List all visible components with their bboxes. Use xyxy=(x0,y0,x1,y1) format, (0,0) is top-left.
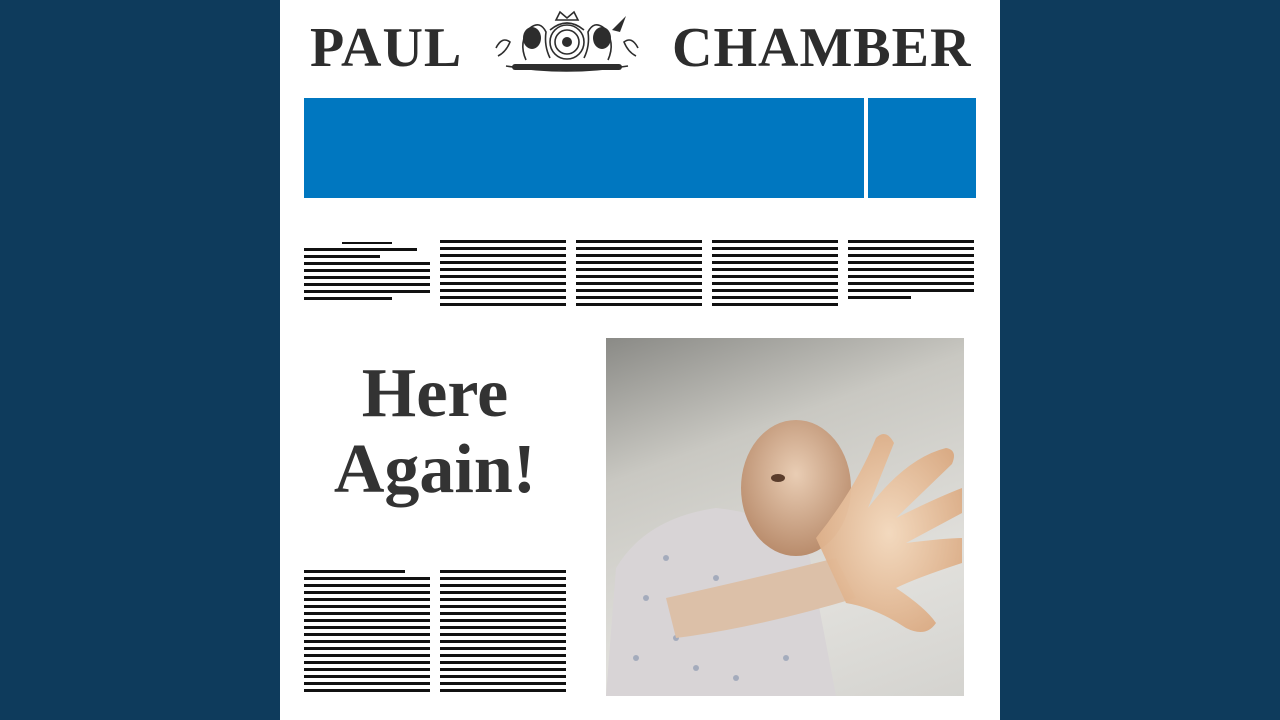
text-column xyxy=(712,240,838,310)
text-column xyxy=(440,240,566,310)
headline-line-1: Here xyxy=(361,355,509,432)
text-column xyxy=(848,240,974,303)
text-column xyxy=(304,242,430,304)
album-cover xyxy=(280,0,1000,720)
headline-line-2: Again! xyxy=(333,431,537,508)
royal-coat-of-arms-icon xyxy=(476,8,658,74)
banner-main xyxy=(304,98,864,198)
text-column xyxy=(440,570,566,696)
headline xyxy=(300,356,570,508)
banner-side xyxy=(868,98,976,198)
text-column xyxy=(576,240,702,310)
man-raising-hand-photo xyxy=(606,338,964,696)
masthead-name-right: CHAMBER xyxy=(672,17,972,79)
text-column xyxy=(304,570,430,696)
masthead-name-left: PAUL xyxy=(310,17,463,79)
